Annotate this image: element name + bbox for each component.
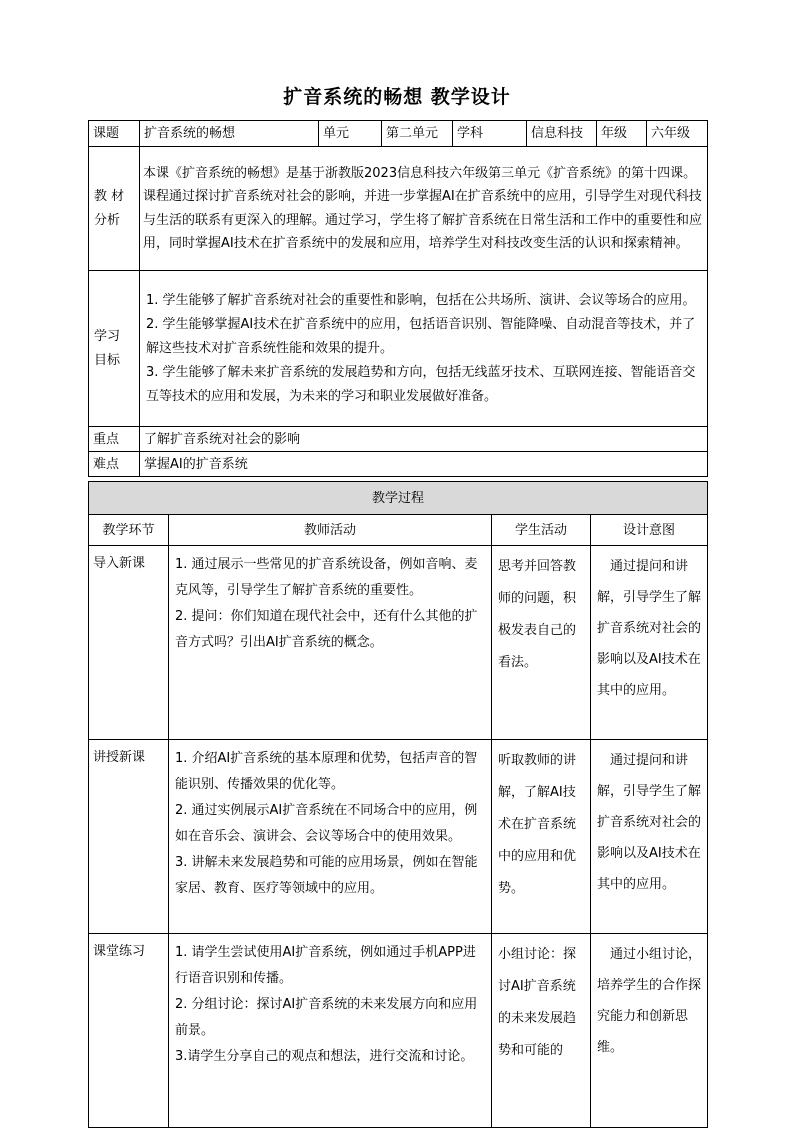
- stage-cell: 导入新课: [89, 546, 169, 740]
- difficulty-label: 难点: [89, 452, 140, 477]
- analysis-row: [89, 147, 708, 271]
- design-intent: 通过提问和讲解，引导学生了解扩音系统对社会的影响以及AI技术在其中的应用。: [591, 740, 708, 934]
- info-row: [89, 121, 708, 147]
- analysis-label: 教 材 分析: [89, 147, 140, 271]
- design-intent: 通过小组讨论，培养学生的合作探究能力和创新思维。: [591, 934, 708, 1128]
- unit-value: 第二单元: [382, 121, 453, 147]
- column-header-stage: 教学环节: [89, 515, 169, 546]
- document-title: 扩音系统的畅想 教学设计: [283, 86, 511, 108]
- table-row: [89, 740, 708, 934]
- grade-value: 六年级: [647, 121, 708, 147]
- process-heading: 教学过程: [89, 482, 708, 515]
- goals-list: [140, 271, 708, 427]
- subject-label: 学科: [453, 121, 527, 147]
- process-header-row: [89, 515, 708, 546]
- stage-cell: 课堂练习: [89, 934, 169, 1128]
- student-activity: 小组讨论：探讨AI扩音系统的未来发展趋势和可能的: [492, 934, 591, 1128]
- teacher-activity: 1. 通过展示一些常见的扩音系统设备，例如音响、麦克风等，引导学生了解扩音系统的重要性。 2. 提问：你们知道在现代社会中，还有什么其他的扩音方式吗？引出AI扩音系统的概念。: [169, 546, 492, 740]
- key-point-label: 重点: [89, 427, 140, 452]
- grade-label: 年级: [597, 121, 647, 147]
- student-activity: 思考并回答教师的问题，积极发表自己的看法。: [492, 546, 591, 740]
- topic-label: 课题: [89, 121, 140, 147]
- goals-row: [89, 271, 708, 427]
- key-point-row: [89, 427, 708, 452]
- goal-item: 1. 学生能够了解扩音系统对社会的重要性和影响，包括在公共场所、演讲、会议等场合的应用。: [146, 292, 696, 308]
- student-activity: 听取教师的讲解，了解AI技术在扩音系统中的应用和优势。: [492, 740, 591, 934]
- column-header-intent: 设计意图: [591, 515, 708, 546]
- course-info-table: [88, 120, 708, 477]
- subject-value: 信息科技: [527, 121, 597, 147]
- analysis-text: 本课《扩音系统的畅想》是基于浙教版2023信息科技六年级第三单元《扩音系统》的第十四课。课程通过探讨扩音系统对社会的影响，并进一步掌握AI在扩音系统中的应用，引导学生对现代科技与生活的联系有更深入的理解。通过学习，学生将了解扩音系统在日常生活和工作中的重要性和应用，同时掌握AI技术在扩音系统中的发展和应用，培养学生对科技改变生活的认识和探索精神。: [140, 147, 708, 271]
- difficulty-row: [89, 452, 708, 477]
- goals-label: 学习 目标: [89, 271, 140, 427]
- key-point-text: 了解扩音系统对社会的影响: [140, 427, 708, 452]
- goal-item: 2. 学生能够掌握AI技术在扩音系统中的应用，包括语音识别、智能降噪、自动混音等技术，并了解这些技术对扩音系统性能和效果的提升。: [146, 316, 696, 356]
- difficulty-text: 掌握AI的扩音系统: [140, 452, 708, 477]
- process-heading-row: [89, 482, 708, 515]
- unit-label: 单元: [319, 121, 382, 147]
- column-header-teacher: 教师活动: [169, 515, 492, 546]
- table-row: [89, 934, 708, 1128]
- topic-value: 扩音系统的畅想: [140, 121, 319, 147]
- teacher-activity: 1. 介绍AI扩音系统的基本原理和优势，包括声音的智能识别、传播效果的优化等。 2. 通过实例展示AI扩音系统在不同场合中的应用，例如在音乐会、演讲会、会议等场合中的使用效果。 3. 讲解未来发展趋势和可能的应用场景，例如在智能家居、教育、医疗等领域中的应用。: [169, 740, 492, 934]
- design-intent: 通过提问和讲解，引导学生了解扩音系统对社会的影响以及AI技术在其中的应用。: [591, 546, 708, 740]
- goal-item: 3. 学生能够了解未来扩音系统的发展趋势和方向，包括无线蓝牙技术、互联网连接、智能语音交互等技术的应用和发展，为未来的学习和职业发展做好准备。: [146, 364, 696, 404]
- teacher-activity: 1. 请学生尝试使用AI扩音系统，例如通过手机APP进行语音识别和传播。 2. 分组讨论：探讨AI扩音系统的未来发展方向和应用前景。 3.请学生分享自己的观点和想法，进行交流和讨论。: [169, 934, 492, 1128]
- table-row: [89, 546, 708, 740]
- column-header-student: 学生活动: [492, 515, 591, 546]
- teaching-process-table: [88, 481, 708, 1128]
- stage-cell: 讲授新课: [89, 740, 169, 934]
